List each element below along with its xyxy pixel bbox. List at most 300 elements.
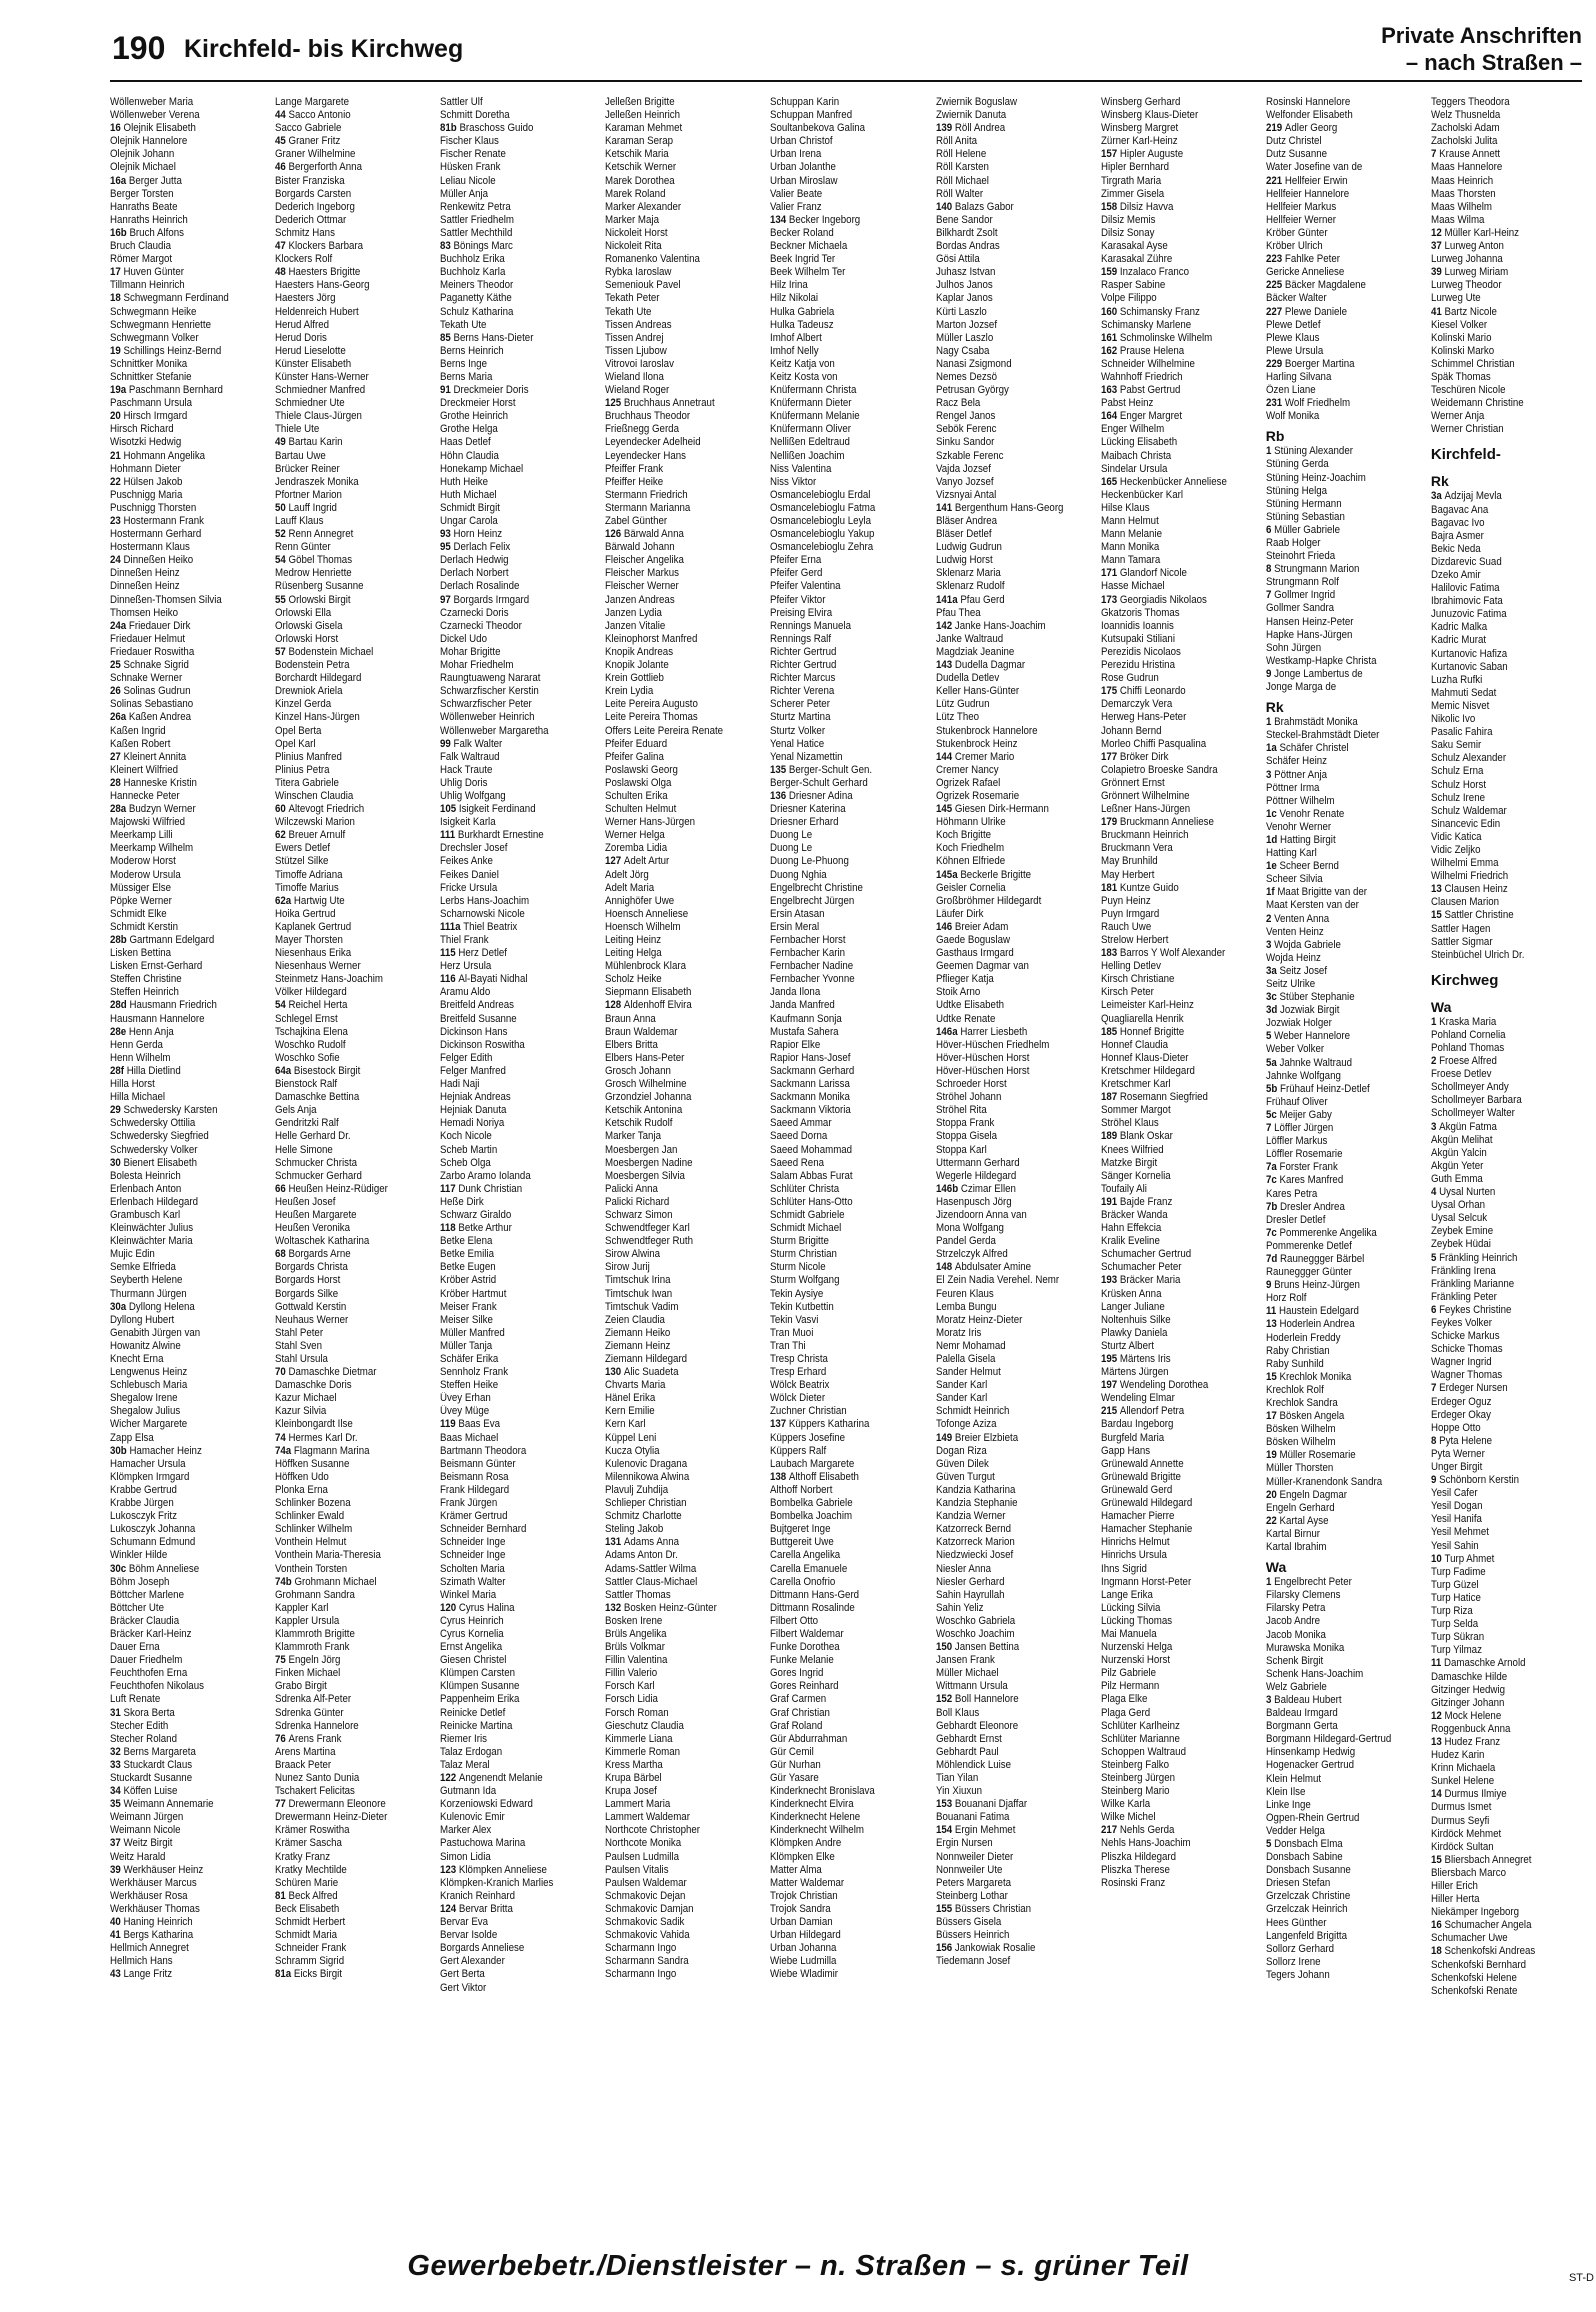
house-number: 139	[935, 122, 955, 135]
directory-entry: Rapior Elke	[770, 1038, 821, 1051]
directory-entry: Plewe Ursula	[1265, 344, 1324, 357]
directory-entry: 34 Köffen Luise	[110, 1785, 178, 1798]
directory-entry: 16b Bruch Alfons	[110, 226, 185, 239]
directory-entry: Duong Le-Phuong	[770, 855, 850, 868]
directory-entry: Saeed Rena	[770, 1156, 825, 1169]
directory-entry: Vonthein Maria-Theresia	[275, 1549, 381, 1562]
directory-entry: 43 Lange Fritz	[110, 1968, 173, 1981]
directory-entry: Ioannidis Ioannis	[1100, 619, 1174, 632]
directory-entry: 7c Pommerenke Angelika	[1265, 1226, 1377, 1239]
directory-entry: Nikolic Ivo	[1430, 713, 1476, 726]
directory-entry: 4 Uysal Nurten	[1430, 1186, 1496, 1199]
directory-entry: Elbers Hans-Peter	[605, 1051, 685, 1064]
directory-entry: Sturm Christian	[770, 1248, 838, 1261]
directory-entry: 14 Durmus Ilmiye	[1430, 1788, 1507, 1801]
directory-entry: Kadric Murat	[1430, 634, 1486, 647]
directory-entry: Gores Reinhard	[770, 1680, 840, 1693]
directory-entry: Brüls Angelika	[605, 1627, 667, 1640]
directory-entry: Petrusan György	[935, 384, 1009, 397]
directory-entry: Lisken Bettina	[110, 947, 172, 960]
directory-entry: Paganetty Käthe	[440, 292, 513, 305]
directory-entry: Winschen Claudia	[275, 789, 354, 802]
directory-entry: Halilovic Fatima	[1430, 582, 1500, 595]
directory-entry: Adams-Sattler Wilma	[605, 1562, 697, 1575]
house-number: 34	[110, 1785, 124, 1798]
house-number: 43	[110, 1968, 124, 1981]
directory-entry: Späk Thomas	[1430, 370, 1491, 383]
directory-entry: Kleinophorst Manfred	[605, 632, 698, 645]
directory-entry: Pasalic Fahira	[1430, 726, 1493, 739]
directory-entry: Vonthein Torsten	[275, 1562, 348, 1575]
directory-entry: Preising Elvira	[770, 606, 833, 619]
directory-entry: Paschmann Ursula	[110, 397, 193, 410]
directory-entry: Scheer Silvia	[1265, 873, 1323, 886]
directory-entry: 11 Haustein Edelgard	[1265, 1305, 1359, 1318]
directory-entry: Pliszka Therese	[1100, 1863, 1170, 1876]
directory-entry: 163 Pabst Gertrud	[1100, 384, 1181, 397]
directory-entry: Müller-Kranendonk Sandra	[1265, 1475, 1382, 1488]
directory-entry: Timtschuk Irina	[605, 1274, 671, 1287]
directory-entry: Borgards Carsten	[275, 187, 352, 200]
directory-entry: 6 Müller Gabriele	[1265, 523, 1340, 536]
directory-entry: 19a Paschmann Bernhard	[110, 384, 223, 397]
directory-entry: Jansen Frank	[935, 1654, 995, 1667]
directory-entry: Beek Ingrid Ter	[770, 253, 836, 266]
directory-entry: Hilla Michael	[110, 1091, 166, 1104]
directory-entry: Wittmann Ursula	[935, 1680, 1008, 1693]
directory-entry: Janzen Vitalie	[605, 619, 666, 632]
house-number: 5	[1265, 1838, 1274, 1850]
directory-entry: Nurzenski Horst	[1100, 1654, 1170, 1667]
directory-entry: Bruckmann Heinrich	[1100, 829, 1189, 842]
directory-entry: Grünewald Gerd	[1100, 1483, 1172, 1496]
house-number: 81b	[440, 122, 460, 135]
directory-entry: 143 Dudella Dagmar	[935, 659, 1025, 672]
directory-entry: Küppers Ralf	[770, 1444, 827, 1457]
directory-entry: 127 Adelt Artur	[605, 855, 670, 868]
directory-entry: Schmidt Herbert	[275, 1916, 346, 1929]
directory-entry: Schmiedner Ute	[275, 397, 345, 410]
house-number: 215	[1100, 1405, 1120, 1418]
directory-entry: Poslawski Olga	[605, 776, 672, 789]
directory-entry: 9 Schönborn Kerstin	[1430, 1474, 1519, 1487]
directory-entry: Bister Franziska	[275, 174, 345, 187]
directory-entry: 5c Meijer Gaby	[1265, 1108, 1332, 1121]
directory-entry: Plinius Petra	[275, 763, 330, 776]
directory-entry: Woschko Joachim	[935, 1627, 1015, 1640]
directory-entry: Plewe Detlef	[1265, 318, 1321, 331]
directory-entry: 9 Bruns Heinz-Jürgen	[1265, 1279, 1360, 1292]
directory-entry: 139 Röll Andrea	[935, 122, 1005, 135]
directory-entry: 144 Cremer Mario	[935, 750, 1014, 763]
directory-entry: Grothe Helga	[440, 423, 499, 436]
house-number: 44	[275, 109, 289, 122]
directory-entry: Haesters Hans-Georg	[275, 279, 370, 292]
directory-entry: Maas Heinrich	[1430, 174, 1493, 187]
directory-entry: Koch Nicole	[440, 1130, 493, 1143]
directory-entry: Steffen Heike	[440, 1379, 499, 1392]
directory-entry: 21 Hohmann Angelika	[110, 449, 206, 462]
directory-entry: Stermann Marianna	[605, 501, 691, 514]
directory-entry: Schnittker Stefanie	[110, 370, 192, 383]
directory-entry: 164 Enger Margret	[1100, 410, 1182, 423]
directory-entry: Huth Michael	[440, 488, 497, 501]
directory-entry: Janzen Lydia	[605, 606, 663, 619]
directory-entry: 93 Horn Heinz	[440, 528, 503, 541]
directory-entry: 13 Hoderlein Andrea	[1265, 1318, 1355, 1331]
directory-entry: Dresler Detlef	[1265, 1213, 1326, 1226]
directory-entry: Schollmeyer Andy	[1430, 1081, 1509, 1094]
directory-entry: Schlüter Christa	[770, 1182, 840, 1195]
directory-entry: Niekämper Ingeborg	[1430, 1906, 1519, 1919]
directory-entry: 7d Rauneggger Bärbel	[1265, 1252, 1365, 1265]
directory-column	[1266, 96, 1425, 2236]
house-number: 122	[440, 1772, 460, 1784]
house-number: 137	[770, 1418, 790, 1431]
directory-entry: 1c Venohr Renate	[1265, 807, 1345, 820]
house-number: 5a	[1265, 1056, 1280, 1069]
directory-entry: Gebhardt Ernst	[935, 1732, 1002, 1745]
directory-entry: Schmakovic Dejan	[605, 1889, 686, 1902]
directory-entry: Bruckmann Vera	[1100, 842, 1173, 855]
directory-entry: 16 Schumacher Angela	[1430, 1919, 1532, 1932]
directory-entry: Meiser Silke	[440, 1313, 494, 1326]
directory-entry: Turp Selda	[1430, 1618, 1479, 1631]
directory-entry: 64a Bisestock Birgit	[275, 1064, 361, 1077]
directory-entry: Genabith Jürgen van	[110, 1326, 201, 1339]
directory-entry: Sattler Sigmar	[1430, 935, 1493, 948]
directory-entry: Klein Ilse	[1265, 1785, 1306, 1798]
directory-entry: Tegers Johann	[1265, 1968, 1330, 1981]
directory-entry: Bolesta Heinrich	[110, 1169, 181, 1182]
directory-entry: Beek Wilhelm Ter	[770, 266, 846, 279]
directory-entry: Steinberg Lothar	[935, 1889, 1008, 1902]
directory-entry: Sinancevic Edin	[1430, 817, 1501, 830]
directory-entry: Schneider Wilhelmine	[1100, 357, 1195, 370]
directory-entry: Damaschke Doris	[275, 1379, 352, 1392]
directory-entry: Seyberth Helene	[110, 1274, 183, 1287]
directory-entry: Sunkel Helene	[1430, 1775, 1495, 1788]
directory-entry: Schlieper Christian	[605, 1497, 687, 1510]
directory-entry: Steinberg Falko	[1100, 1758, 1169, 1771]
directory-entry: Tissen Andreas	[605, 318, 672, 331]
directory-entry: Plonka Erna	[275, 1483, 329, 1496]
directory-entry: 77 Drewermann Eleonore	[275, 1798, 386, 1811]
directory-entry: 105 Isigkeit Ferdinand	[440, 803, 536, 816]
directory-entry: 221 Hellfeier Erwin	[1265, 174, 1348, 187]
house-number: 134	[770, 213, 790, 226]
directory-entry: Welz Thusnelda	[1430, 109, 1501, 122]
house-number: 28a	[110, 803, 129, 816]
directory-entry: 83 Bönings Marc	[440, 240, 514, 253]
directory-entry: Timoffe Adriana	[275, 868, 343, 881]
directory-entry: Sdrenka Hannelore	[275, 1719, 359, 1732]
directory-entry: Dickinson Hans	[440, 1025, 508, 1038]
directory-entry: 99 Falk Walter	[440, 737, 503, 750]
directory-entry: Pabst Heinz	[1100, 397, 1154, 410]
house-number: 39	[110, 1863, 124, 1876]
directory-entry: 122 Angenendt Melanie	[440, 1772, 543, 1784]
directory-entry: Sacco Gabriele	[275, 122, 342, 135]
directory-entry: Hanraths Heinrich	[110, 213, 188, 226]
directory-entry: Schwedersky Ottilia	[110, 1117, 196, 1130]
directory-entry: Damaschke Bettina	[275, 1091, 360, 1104]
directory-entry: Küppel Leni	[605, 1431, 657, 1444]
directory-entry: 16 Olejnik Elisabeth	[110, 122, 196, 135]
house-number: 33	[110, 1758, 124, 1771]
directory-entry: Donsbach Sabine	[1265, 1851, 1343, 1864]
directory-entry: Schwarzfischer Kerstin	[440, 685, 540, 698]
directory-entry: 197 Wendeling Dorothea	[1100, 1379, 1208, 1392]
directory-entry: Mahmuti Sedat	[1430, 686, 1497, 699]
footer-note: Gewerbebetr./Dienstleister – n. Straßen – s. grüner Teil	[407, 2250, 1189, 2282]
directory-entry: Valier Beate	[770, 187, 823, 200]
directory-entry: Stahl Sven	[275, 1339, 323, 1352]
directory-entry: 120 Cyrus Halina	[440, 1601, 515, 1614]
directory-entry: Krabbe Gertrud	[110, 1483, 177, 1496]
directory-entry: Timoffe Marius	[275, 881, 339, 894]
directory-entry: Beckner Michaela	[770, 240, 848, 253]
house-number: 74	[275, 1431, 289, 1444]
directory-entry: Wicher Margarete	[110, 1418, 188, 1431]
directory-entry: Huth Heike	[440, 475, 489, 488]
directory-entry: Röll Helene	[935, 148, 986, 161]
directory-entry: Tresp Erhard	[770, 1366, 827, 1379]
directory-entry: Mayer Thorsten	[275, 934, 343, 946]
directory-entry: Sdrenka Alf-Peter	[275, 1693, 352, 1706]
directory-entry: Geisler Cornelia	[935, 881, 1006, 894]
directory-entry: Gaede Boguslaw	[935, 934, 1010, 946]
directory-entry: Kretschmer Hildegard	[1100, 1064, 1195, 1077]
directory-entry: Maas Wilhelm	[1430, 200, 1492, 213]
directory-entry: Kleinwächter Maria	[110, 1235, 193, 1248]
directory-entry: Kutsupaki Stiliani	[1100, 632, 1175, 645]
directory-entry: Steinberg Jürgen	[1100, 1772, 1175, 1784]
directory-entry: Hoppe Otto	[1430, 1421, 1481, 1434]
directory-entry: Friedauer Helmut	[110, 632, 186, 645]
house-number: 179	[1100, 816, 1120, 829]
directory-entry: Weidemann Christine	[1430, 397, 1524, 410]
house-number: 5	[1430, 1251, 1439, 1264]
directory-entry: Opel Berta	[275, 724, 322, 737]
house-number: 175	[1100, 685, 1120, 698]
house-number: 50	[275, 501, 289, 514]
house-number: 40	[110, 1916, 124, 1929]
directory-entry: Heußen Josef	[275, 1195, 336, 1208]
directory-entry: Palicki Richard	[605, 1195, 670, 1208]
directory-entry: 195 Märtens Iris	[1100, 1353, 1171, 1365]
directory-entry: 165 Heckenbücker Anneliese	[1100, 475, 1227, 488]
directory-entry: Kiesel Volker	[1430, 318, 1488, 331]
directory-entry: Jacob Monika	[1265, 1628, 1326, 1641]
house-number: 21	[110, 449, 124, 462]
directory-entry: 135 Berger-Schult Gen.	[770, 763, 873, 776]
house-number: 16	[1430, 1919, 1445, 1932]
directory-entry: 1a Schäfer Christel	[1265, 742, 1349, 755]
directory-entry: Gericke Anneliese	[1265, 266, 1345, 279]
directory-entry: Pfeifer Galina	[605, 750, 665, 763]
directory-entry: Ketschik Werner	[605, 161, 677, 174]
directory-entry: Sattler Friedhelm	[440, 213, 515, 226]
directory-entry: 22 Kartal Ayse	[1265, 1514, 1329, 1527]
directory-entry: Hejniak Andreas	[440, 1091, 511, 1104]
directory-entry: Üvey Erhan	[440, 1392, 491, 1405]
directory-entry: Neuhaus Werner	[275, 1313, 349, 1326]
directory-entry: Zacholski Adam	[1430, 122, 1500, 135]
directory-entry: Dogan Riza	[935, 1444, 987, 1457]
directory-entry: Baas Michael	[440, 1431, 499, 1444]
directory-entry: Gels Anja	[275, 1104, 317, 1117]
directory-entry: Rapior Hans-Josef	[770, 1051, 851, 1064]
directory-entry: Braack Peter	[275, 1758, 332, 1771]
directory-entry: Schwarz Simon	[605, 1208, 673, 1221]
directory-entry: Froese Detlev	[1430, 1068, 1492, 1081]
directory-entry: Zuchner Christian	[770, 1405, 848, 1418]
directory-entry: 24a Friedauer Dirk	[110, 619, 191, 632]
directory-entry: Fernbacher Horst	[770, 934, 847, 946]
directory-entry: Lammert Maria	[605, 1798, 671, 1811]
directory-entry: Janzen Andreas	[605, 593, 676, 606]
directory-entry: Rose Gudrun	[1100, 672, 1159, 685]
directory-entry: Giesen Christel	[440, 1654, 507, 1667]
directory-entry: Bagavac Ivo	[1430, 516, 1485, 529]
directory-entry: Dutz Susanne	[1265, 148, 1327, 161]
directory-entry: Dickel Udo	[440, 632, 488, 645]
directory-entry: 76 Arens Frank	[275, 1732, 342, 1745]
directory-entry: Poslawski Georg	[605, 763, 679, 776]
directory-entry: Weitz Harald	[110, 1850, 166, 1863]
directory-entry: Demarczyk Vera	[1100, 698, 1172, 711]
directory-entry: 20 Engeln Dagmar	[1265, 1488, 1347, 1501]
house-number: 140	[935, 200, 955, 213]
directory-entry: Ketschik Rudolf	[605, 1117, 673, 1130]
directory-entry: Stüning Heinz-Joachim	[1265, 471, 1366, 484]
directory-entry: Lukosczyk Fritz	[110, 1510, 177, 1523]
directory-entry: Mann Melanie	[1100, 528, 1162, 541]
house-number: 7b	[1265, 1200, 1280, 1213]
directory-entry: Gasthaus Irmgard	[935, 947, 1014, 960]
directory-entry: 173 Georgiadis Nikolaos	[1100, 593, 1207, 606]
directory-entry: 1e Scheer Bernd	[1265, 860, 1339, 873]
directory-entry: Hellfeier Hannelore	[1265, 187, 1349, 200]
directory-entry: Jozwiak Holger	[1265, 1017, 1332, 1030]
directory-entry: 37 Weitz Birgit	[110, 1837, 173, 1850]
house-number: 153	[935, 1798, 955, 1811]
house-number: 6	[1265, 523, 1274, 536]
directory-entry: Osmancelebioglu Zehra	[770, 541, 874, 554]
house-number: 57	[275, 645, 289, 658]
directory-entry: 3a Seitz Josef	[1265, 964, 1327, 977]
directory-entry: Raungtuaweng Nararat	[440, 672, 541, 685]
directory-entry: Hack Traute	[440, 763, 493, 776]
directory-entry: Leimeister Karl-Heinz	[1100, 999, 1194, 1012]
directory-entry: Zarbo Aramo Iolanda	[440, 1169, 531, 1182]
directory-entry: Hellmich Hans	[110, 1955, 173, 1968]
house-number: 3a	[1430, 490, 1445, 503]
directory-entry: Duong Le	[770, 829, 813, 842]
directory-entry: Hirsch Richard	[110, 423, 174, 436]
directory-entry: Sklenarz Rudolf	[935, 580, 1005, 593]
directory-entry: Grünewald Brigitte	[1100, 1470, 1181, 1483]
house-number: 15	[1430, 1853, 1445, 1866]
house-number: 70	[275, 1366, 289, 1379]
directory-entry: Colapietro Broeske Sandra	[1100, 763, 1218, 776]
house-number: 54	[275, 554, 289, 567]
directory-entry: Northcote Monika	[605, 1837, 682, 1850]
directory-entry: Bruch Claudia	[110, 240, 172, 253]
directory-entry: Mühlenbrock Klara	[605, 960, 687, 973]
directory-entry: Vonthein Helmut	[275, 1536, 347, 1549]
directory-entry: Krein Gottlieb	[605, 672, 665, 685]
directory-entry: Derlach Rosalinde	[440, 580, 520, 593]
house-number: 45	[275, 135, 289, 148]
directory-entry: Ogpen-Rhein Gertrud	[1265, 1811, 1360, 1824]
directory-entry: Kolinski Mario	[1430, 331, 1492, 344]
directory-entry: 62 Breuer Arnulf	[275, 829, 346, 842]
directory-entry: Kern Emilie	[605, 1405, 656, 1418]
directory-entry: Kürti Laszlo	[935, 305, 987, 318]
directory-entry: Gapp Hans	[1100, 1444, 1150, 1457]
directory-entry: Hänel Erika	[605, 1392, 656, 1405]
directory-entry: Leyendecker Adelheid	[605, 436, 701, 449]
directory-entry: Uttermann Gerhard	[935, 1156, 1020, 1169]
directory-entry: Kappler Ursula	[275, 1614, 340, 1627]
directory-entry: Krämer Sascha	[275, 1837, 343, 1850]
directory-entry: Thiele Claus-Jürgen	[275, 410, 363, 423]
directory-entry: Lengwenus Heinz	[110, 1366, 188, 1379]
directory-entry: Forsch Lidia	[605, 1693, 659, 1706]
directory-entry: Volpe Filippo	[1100, 292, 1157, 305]
house-number: 115	[440, 947, 459, 960]
house-number: 1c	[1265, 807, 1280, 820]
directory-entry: Mohar Friedhelm	[440, 659, 514, 672]
directory-entry: Woschko Rudolf	[275, 1038, 346, 1051]
directory-entry: Ungar Carola	[440, 515, 498, 527]
directory-entry: Bruchhaus Theodor	[605, 410, 691, 423]
directory-entry: Grzondziel Johanna	[605, 1091, 692, 1104]
directory-entry: 137 Küppers Katharina	[770, 1418, 870, 1431]
house-number: 227	[1265, 305, 1285, 318]
directory-entry: 85 Berns Hans-Dieter	[440, 331, 534, 344]
directory-entry: Wöllenweber Verena	[110, 109, 200, 122]
directory-entry: Kimmerle Liana	[605, 1732, 673, 1745]
directory-entry: Saku Semir	[1430, 739, 1482, 752]
directory-entry: Sänger Kornelia	[1100, 1169, 1171, 1182]
directory-entry: 145 Giesen Dirk-Hermann	[935, 803, 1049, 816]
directory-entry: Tran Muoi	[770, 1326, 814, 1339]
directory-entry: Möhlendick Luise	[935, 1758, 1011, 1771]
directory-entry: Pfortner Marion	[275, 488, 343, 501]
directory-entry: Dudella Detlev	[935, 672, 999, 685]
house-number: 41	[1430, 305, 1445, 318]
directory-entry: Frank Jürgen	[440, 1497, 498, 1510]
directory-entry: Osmancelebioglu Erdal	[770, 488, 871, 501]
directory-entry: Carella Onofrio	[770, 1575, 836, 1588]
house-number: 123	[440, 1863, 460, 1876]
directory-entry: Pflieger Katja	[935, 973, 994, 986]
house-number: 157	[1100, 148, 1120, 161]
house-number: 7	[1265, 1122, 1274, 1135]
house-number: 20	[1265, 1488, 1280, 1501]
directory-entry: Erlenbach Anton	[110, 1182, 182, 1195]
house-number: 64a	[275, 1064, 295, 1077]
directory-entry: Niss Valentina	[770, 462, 832, 475]
directory-entry: Gitzinger Johann	[1430, 1696, 1505, 1709]
directory-entry: 68 Borgards Arne	[275, 1248, 351, 1261]
street-heading: Kirchweg	[1430, 971, 1499, 989]
directory-entry: Pastuchowa Marina	[440, 1837, 526, 1850]
directory-entry: Beck Elisabeth	[275, 1902, 340, 1915]
